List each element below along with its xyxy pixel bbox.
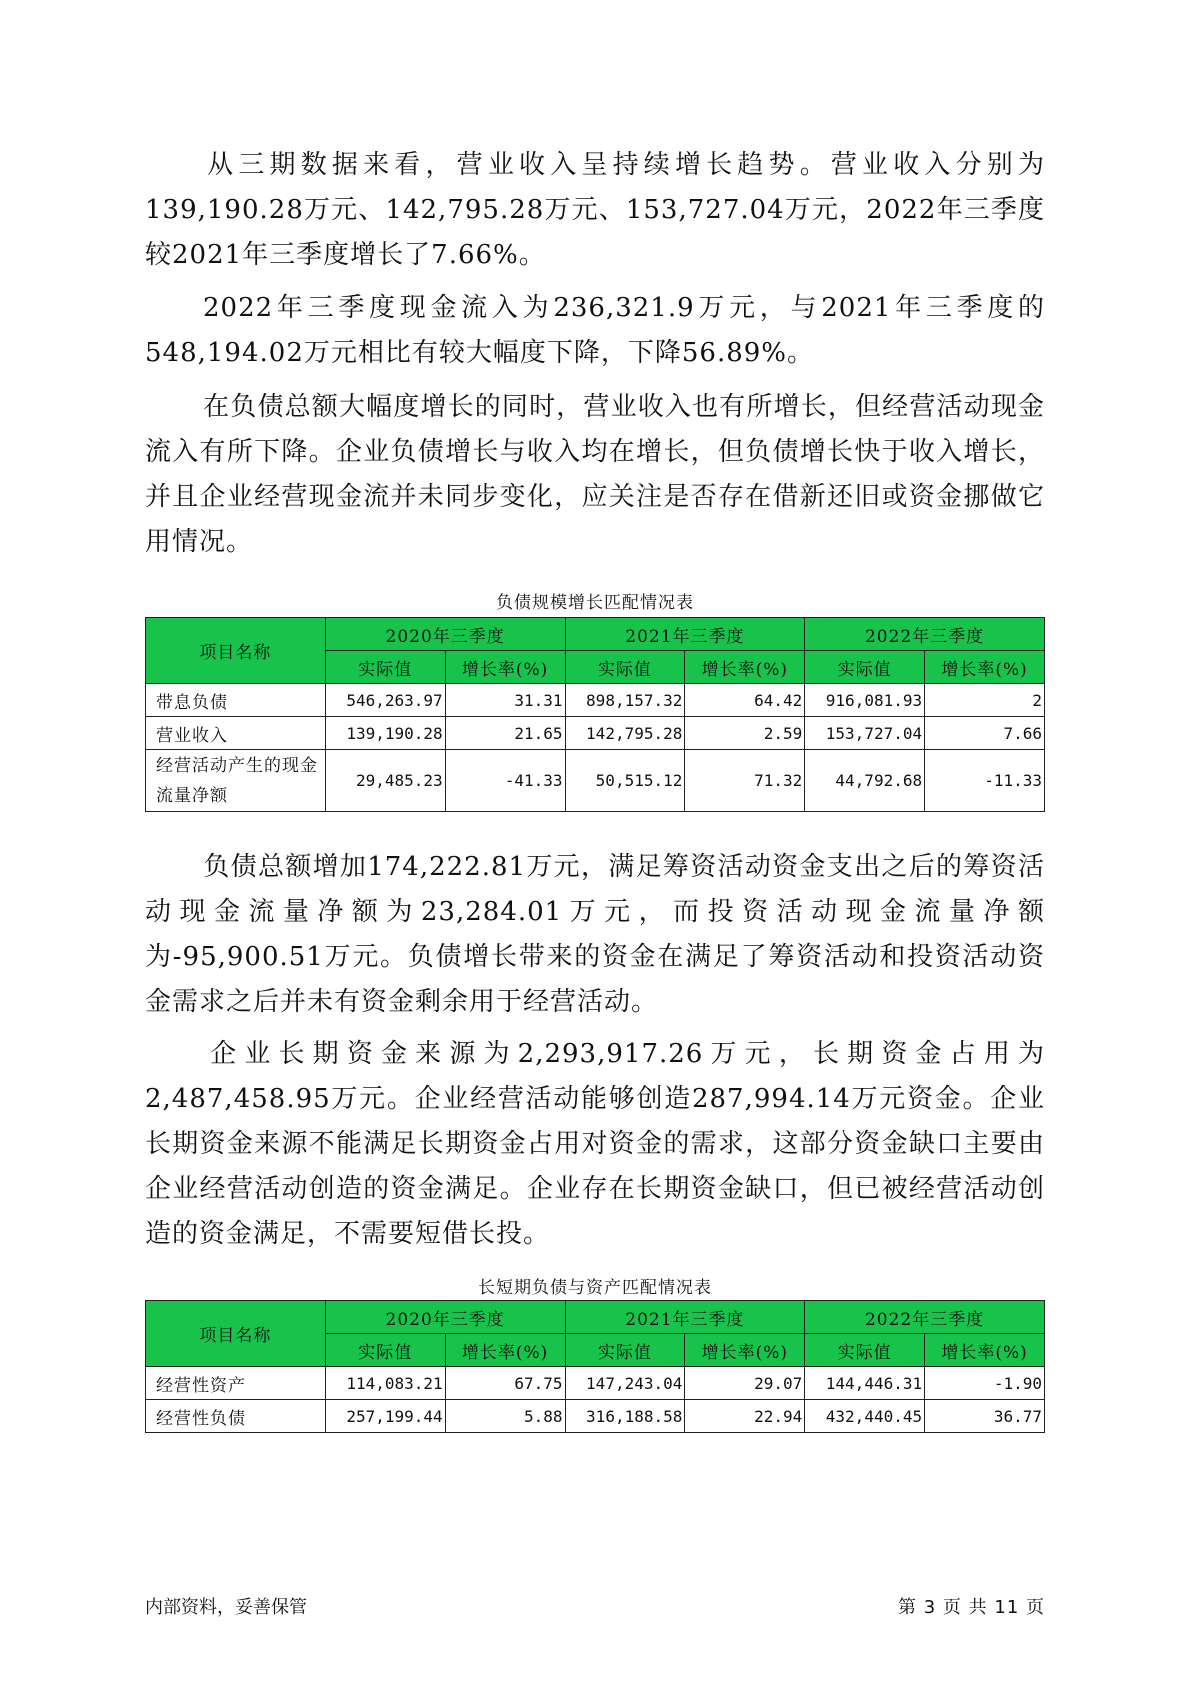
table-cell: 142,795.28 [565, 717, 685, 750]
table-cell: 2 [925, 684, 1045, 717]
growth-rate-header: 增长率(%) [445, 1334, 565, 1367]
table-cell: 546,263.97 [325, 684, 445, 717]
growth-rate-header: 增长率(%) [685, 651, 805, 684]
table-cell: -41.33 [445, 750, 565, 812]
actual-value-header: 实际值 [565, 1334, 685, 1367]
table-cell: 21.65 [445, 717, 565, 750]
growth-rate-header: 增长率(%) [685, 1334, 805, 1367]
table-cell: 44,792.68 [805, 750, 925, 812]
paragraph-text: 从三期数据来看，营业收入呈持续增长趋势。营业收入分别为139,190.28万元、142,795.28万元、153,727.04万元，2022年三季度较2021年三季度增长了7.66%。 [145, 150, 1045, 270]
period-header: 2021年三季度 [565, 1301, 805, 1334]
period-header: 2021年三季度 [565, 618, 805, 651]
growth-rate-header: 增长率(%) [925, 651, 1045, 684]
table-cell: 36.77 [925, 1400, 1045, 1433]
period-header: 2022年三季度 [805, 618, 1045, 651]
item-name-header: 项目名称 [146, 1301, 326, 1367]
table-row [146, 1400, 1045, 1433]
table-row [146, 1367, 1045, 1400]
actual-value-header: 实际值 [805, 651, 925, 684]
table-cell: 31.31 [445, 684, 565, 717]
actual-value-header: 实际值 [325, 1334, 445, 1367]
paragraph-cash-inflow [145, 286, 1045, 376]
paragraph-text: 企业长期资金来源为2,293,917.26万元，长期资金占用为2,487,458.95万元。企业经营活动能够创造287,994.14万元资金。企业长期资金来源不能满足长期资金占用对资金的需求，这部分资金缺口主要由企业经营活动创造的资金满足。企业存在长期资金缺口，但已被经营活动创造的资金满足，不需要短借长投。 [145, 1039, 1045, 1249]
table-cell: 144,446.31 [805, 1367, 925, 1400]
paragraph-text: 负债总额增加174,222.81万元，满足筹资活动资金支出之后的筹资活动现金流量净额为23,284.01万元，而投资活动现金流量净额为-95,900.51万元。负债增长带来的资金在满足了筹资活动和投资活动资金需求之后并未有资金剩余用于经营活动。 [145, 852, 1045, 1017]
table-row [146, 717, 1045, 750]
table-cell: 22.94 [685, 1400, 805, 1433]
row-label: 经营性负债 [146, 1400, 326, 1433]
actual-value-header: 实际值 [325, 651, 445, 684]
actual-value-header: 实际值 [805, 1334, 925, 1367]
table-cell: 147,243.04 [565, 1367, 685, 1400]
period-header: 2020年三季度 [325, 618, 565, 651]
table-cell: 50,515.12 [565, 750, 685, 812]
paragraph-text: 在负债总额大幅度增长的同时，营业收入也有所增长，但经营活动现金流入有所下降。企业负债增长与收入均在增长，但负债增长快于收入增长，并且企业经营现金流并未同步变化，应关注是否存在借新还旧或资金挪做它用情况。 [145, 392, 1045, 557]
table-header-row [146, 618, 1045, 651]
row-label: 带息负债 [146, 684, 326, 717]
footer-confidential-note: 内部资料，妥善保管 [145, 1597, 307, 1618]
actual-value-header: 实际值 [565, 651, 685, 684]
table-cell: 71.32 [685, 750, 805, 812]
table-row [146, 684, 1045, 717]
growth-rate-header: 增长率(%) [925, 1334, 1045, 1367]
row-label: 经营活动产生的现金流量净额 [146, 750, 326, 812]
paragraph-revenue-trend [145, 143, 1045, 278]
table-cell: 153,727.04 [805, 717, 925, 750]
table-row [146, 750, 1045, 812]
table-cell: 898,157.32 [565, 684, 685, 717]
row-label: 经营性资产 [146, 1367, 326, 1400]
table-cell: 29,485.23 [325, 750, 445, 812]
table2-caption: 长短期负债与资产匹配情况表 [478, 1278, 712, 1298]
table1-caption: 负债规模增长匹配情况表 [496, 593, 694, 613]
asset-liability-table [145, 1300, 1045, 1433]
table-cell: 316,188.58 [565, 1400, 685, 1433]
table-cell: 916,081.93 [805, 684, 925, 717]
table-cell: 7.66 [925, 717, 1045, 750]
table-cell: 114,083.21 [325, 1367, 445, 1400]
table-cell: 5.88 [445, 1400, 565, 1433]
growth-rate-header: 增长率(%) [445, 651, 565, 684]
table-cell: 257,199.44 [325, 1400, 445, 1433]
period-header: 2022年三季度 [805, 1301, 1045, 1334]
table-cell: 29.07 [685, 1367, 805, 1400]
table-cell: 139,190.28 [325, 717, 445, 750]
table-cell: -1.90 [925, 1367, 1045, 1400]
table-cell: 64.42 [685, 684, 805, 717]
row-label: 营业收入 [146, 717, 326, 750]
item-name-header: 项目名称 [146, 618, 326, 684]
debt-scale-table [145, 617, 1045, 812]
paragraph-text: 2022年三季度现金流入为236,321.9万元，与2021年三季度的548,194.02万元相比有较大幅度下降，下降56.89%。 [145, 293, 1045, 368]
table-cell: 67.75 [445, 1367, 565, 1400]
table-header-row [146, 1301, 1045, 1334]
paragraph-debt-total [145, 845, 1045, 1025]
table-cell: -11.33 [925, 750, 1045, 812]
paragraph-debt-growth [145, 385, 1045, 565]
table-cell: 432,440.45 [805, 1400, 925, 1433]
paragraph-long-term-funds [145, 1032, 1045, 1257]
period-header: 2020年三季度 [325, 1301, 565, 1334]
footer-page-number: 第 3 页 共 11 页 [898, 1597, 1045, 1618]
table-cell: 2.59 [685, 717, 805, 750]
